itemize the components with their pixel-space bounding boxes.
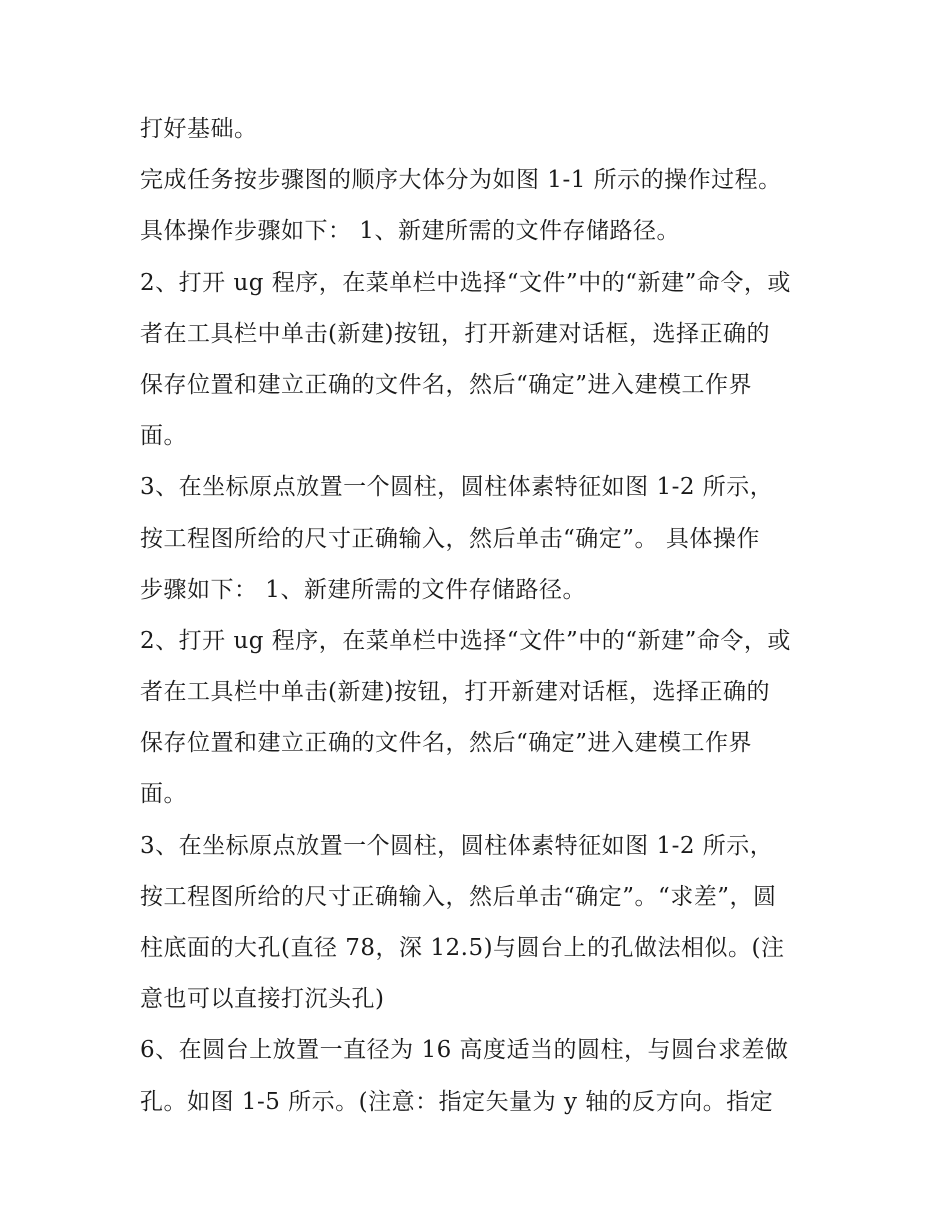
text-line: 3、在坐标原点放置一个圆柱，圆柱体素特征如图 1-2 所示， — [140, 474, 774, 501]
text-line: 2、打开 ug 程序，在菜单栏中选择“文件”中的“新建”命令，或 — [140, 627, 791, 654]
text-line: 面。 — [140, 781, 187, 808]
text-line: 保存位置和建立正确的文件名，然后“确定”进入建模工作界 — [140, 371, 753, 398]
text-line: 按工程图所给的尺寸正确输入，然后单击“确定”。“求差”，圆 — [140, 883, 777, 910]
text-line: 6、在圆台上放置一直径为 16 高度适当的圆柱，与圆台求差做 — [140, 1037, 789, 1064]
text-line: 按工程图所给的尺寸正确输入，然后单击“确定”。 具体操作 — [140, 525, 760, 552]
document-body — [140, 108, 820, 1132]
text-line: 面。 — [140, 423, 187, 450]
text-line: 孔。如图 1-5 所示。(注意：指定矢量为 y 轴的反方向。指定 — [140, 1088, 774, 1115]
text-line: 柱底面的大孔(直径 78，深 12.5)与圆台上的孔做法相似。(注 — [140, 935, 785, 961]
text-line: 打好基础。 — [140, 116, 258, 142]
text-line: 3、在坐标原点放置一个圆柱，圆柱体素特征如图 1-2 所示， — [140, 832, 774, 859]
text-line: 者在工具栏中单击(新建)按钮，打开新建对话框，选择正确的 — [140, 320, 770, 347]
text-line: 意也可以直接打沉头孔) — [140, 986, 385, 1013]
text-line: 步骤如下： 1、新建所需的文件存储路径。 — [140, 576, 586, 603]
text-line: 者在工具栏中单击(新建)按钮，打开新建对话框，选择正确的 — [140, 679, 770, 706]
text-line: 完成任务按步骤图的顺序大体分为如图 1-1 所示的操作过程。 — [140, 167, 782, 194]
text-line: 具体操作步骤如下： 1、新建所需的文件存储路径。 — [140, 218, 680, 245]
text-line: 2、打开 ug 程序，在菜单栏中选择“文件”中的“新建”命令，或 — [140, 269, 791, 296]
text-line: 保存位置和建立正确的文件名，然后“确定”进入建模工作界 — [140, 730, 753, 757]
